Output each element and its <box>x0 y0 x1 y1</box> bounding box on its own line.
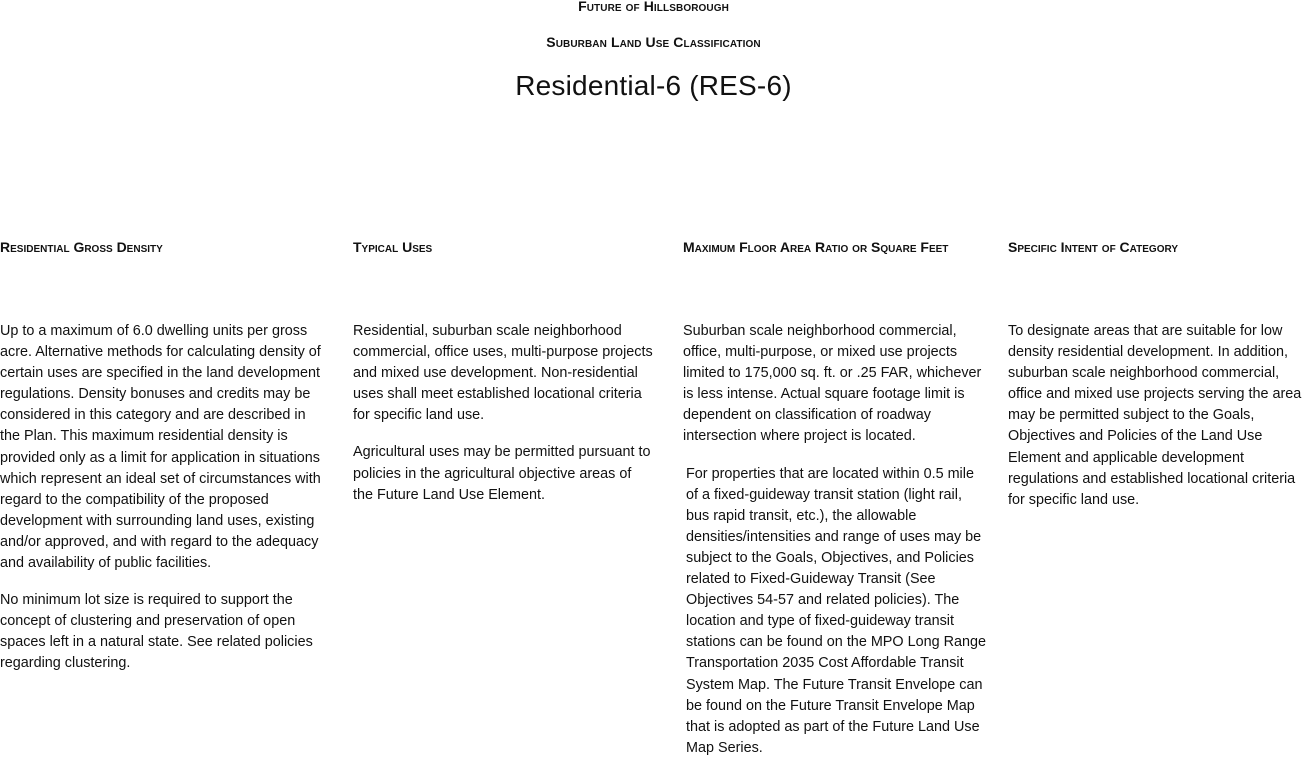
agricultural-uses-paragraph: Agricultural uses may be permitted pursuant to policies in the agricultural objective areas of the Future Land Use Element. <box>353 444 651 503</box>
density-column <box>0 237 326 691</box>
density-heading: Residential Gross Density <box>0 239 163 255</box>
page-title: Residential-6 (RES-6) <box>515 70 792 101</box>
specific-intent-heading: Specific Intent of Category <box>1008 239 1179 255</box>
clustering-paragraph: No minimum lot size is required to support the concept of clustering and preservation of open spaces left in a natural state. See related policies regarding clustering. <box>0 592 313 672</box>
density-paragraph: Up to a maximum of 6.0 dwelling units per gross acre. Alternative methods for calculating density of certain uses are specified in the land development regulations. Density bonuses and credits may be considered in this category and are described in the Plan. This maximum residential density is provided only as a limit for application in situations which represent an ideal set of circumstances with regard to the compatibility of the proposed development with surrounding land uses, existing and/or approved, and with regard to the adequacy and availability of public facilities. <box>0 323 321 572</box>
document-series-title: Future of Hillsborough <box>578 0 729 14</box>
transit-paragraph: For properties that are located within 0.5 mile of a fixed-guideway transit station (light rail, bus rapid transit, etc.), the allowable densities/intensities and range of uses may be subject to the Goals, Objectives, and Policies related to Fixed-Guideway Transit (See Objectives 54-57 and related policies). The location and type of fixed-guideway transit stations can be found on the MPO Long Range Transportation 2035 Cost Affordable Transit System Map. The Future Transit Envelope can be found on the Future Transit Envelope Map that is adopted as part of the Future Land Use Map Series. <box>686 465 987 756</box>
typical-uses-heading: Typical Uses <box>353 239 433 255</box>
floor-area-paragraph: Suburban scale neighborhood commercial, office, multi-purpose, or mixed use projects limited to 175,000 sq. ft. or .25 FAR, whichever is less intense. Actual square footage limit is dependent on classification of roadway intersection where project is located. <box>683 323 982 445</box>
specific-intent-paragraph: To designate areas that are suitable for low density residential development. In addition, suburban scale neighborhood commercial, office and mixed use projects serving the area may be permitted subject to the Goals, Objectives and Policies of the Land Use Element and applicable development regulations and established locational criteria for specific land use. <box>1008 323 1302 508</box>
floor-area-heading: Maximum Floor Area Ratio or Square Feet <box>683 239 949 255</box>
specific-intent-body <box>1008 321 1307 511</box>
land-use-classification: Suburban Land Use Classification <box>546 34 761 50</box>
typical-uses-body <box>353 321 653 506</box>
typical-uses-column <box>353 237 653 522</box>
specific-intent-column <box>1008 237 1307 527</box>
floor-area-body <box>683 321 988 759</box>
floor-area-column <box>683 237 988 775</box>
density-body <box>0 321 326 675</box>
typical-uses-paragraph: Residential, suburban scale neighborhood commercial, office uses, multi-purpose projects and mixed use development. Non-residential uses shall meet established locational criteria for specific land use. <box>353 323 653 424</box>
